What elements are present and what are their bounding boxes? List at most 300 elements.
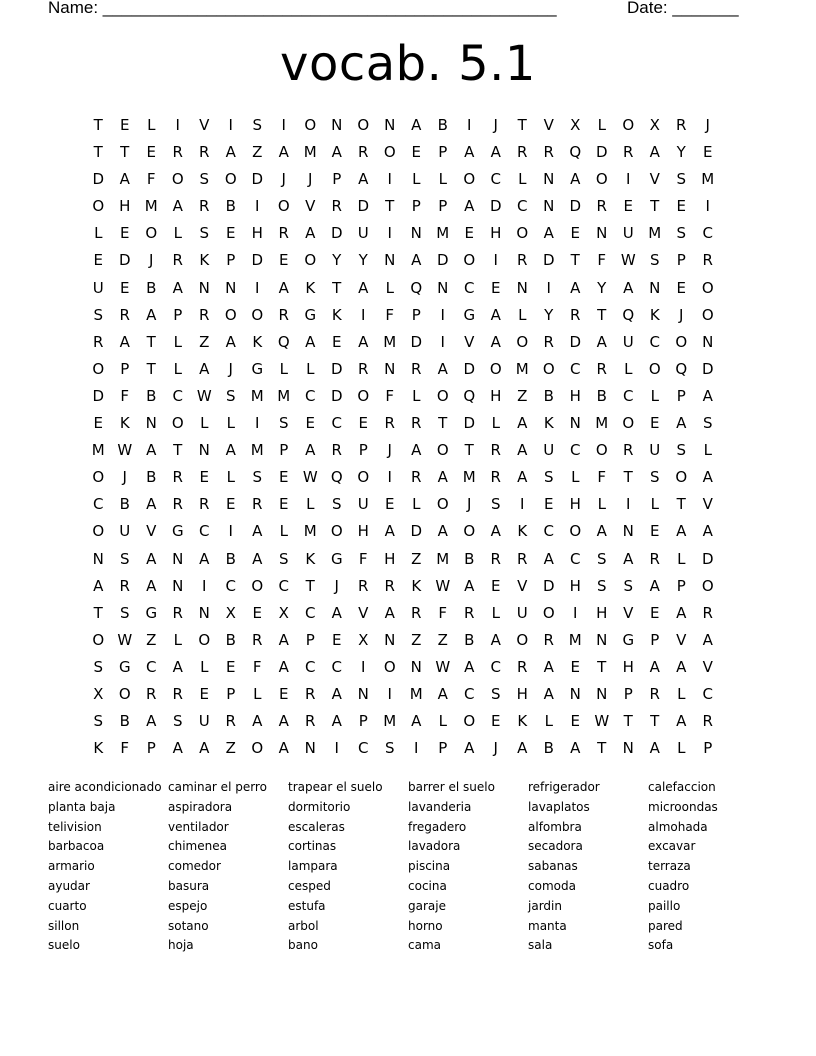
grid-cell[interactable]: E bbox=[199, 684, 209, 703]
grid-cell[interactable]: C bbox=[649, 332, 660, 351]
grid-cell[interactable]: A bbox=[623, 549, 634, 568]
grid-cell[interactable]: U bbox=[119, 522, 131, 541]
grid-cell[interactable]: R bbox=[331, 441, 342, 460]
grid-cell[interactable]: M bbox=[436, 549, 450, 568]
grid-cell[interactable]: A bbox=[146, 549, 157, 568]
grid-cell[interactable]: I bbox=[626, 170, 631, 189]
grid-cell[interactable]: C bbox=[199, 522, 210, 541]
grid-cell[interactable]: C bbox=[331, 414, 342, 433]
grid-cell[interactable]: N bbox=[516, 278, 528, 297]
grid-cell[interactable]: N bbox=[569, 414, 581, 433]
grid-cell[interactable]: A bbox=[411, 116, 422, 134]
grid-cell[interactable]: E bbox=[385, 495, 395, 514]
grid-cell[interactable]: A bbox=[649, 576, 660, 595]
grid-cell[interactable]: U bbox=[622, 224, 634, 243]
grid-cell[interactable]: R bbox=[358, 576, 369, 595]
grid-cell[interactable]: A bbox=[517, 739, 528, 758]
grid-cell[interactable]: N bbox=[172, 576, 184, 595]
grid-cell[interactable]: M bbox=[383, 332, 397, 351]
grid-cell[interactable]: O bbox=[701, 576, 714, 595]
grid-cell[interactable]: R bbox=[172, 684, 183, 703]
grid-cell[interactable]: A bbox=[517, 414, 528, 433]
grid-cell[interactable]: A bbox=[490, 630, 501, 649]
grid-cell[interactable]: O bbox=[92, 197, 105, 216]
grid-cell[interactable]: A bbox=[146, 441, 157, 460]
grid-cell[interactable]: N bbox=[331, 116, 343, 134]
grid-cell[interactable]: G bbox=[145, 603, 158, 622]
grid-cell[interactable]: A bbox=[464, 739, 475, 758]
grid-cell[interactable]: R bbox=[199, 197, 210, 216]
grid-cell[interactable]: K bbox=[119, 414, 130, 433]
grid-cell[interactable]: P bbox=[279, 441, 289, 460]
grid-cell[interactable]: O bbox=[92, 630, 105, 649]
grid-cell[interactable]: S bbox=[278, 549, 289, 568]
grid-cell[interactable]: B bbox=[225, 630, 236, 649]
grid-cell[interactable]: K bbox=[305, 278, 316, 297]
grid-cell[interactable]: P bbox=[411, 305, 421, 324]
grid-cell[interactable]: A bbox=[543, 657, 554, 676]
grid-cell[interactable]: O bbox=[436, 495, 449, 514]
grid-cell[interactable]: R bbox=[702, 251, 713, 270]
grid-cell[interactable]: N bbox=[543, 197, 555, 216]
grid-cell[interactable]: C bbox=[331, 657, 342, 676]
grid-cell[interactable]: X bbox=[358, 630, 369, 649]
grid-cell[interactable]: N bbox=[596, 684, 608, 703]
grid-cell[interactable]: D bbox=[118, 251, 131, 270]
grid-cell[interactable]: C bbox=[146, 657, 157, 676]
grid-cell[interactable]: I bbox=[228, 522, 233, 541]
grid-cell[interactable]: O bbox=[622, 116, 635, 134]
grid-cell[interactable]: M bbox=[436, 224, 450, 243]
grid-cell[interactable]: W bbox=[594, 712, 610, 731]
grid-cell[interactable]: O bbox=[118, 684, 131, 703]
grid-cell[interactable]: F bbox=[597, 251, 607, 270]
grid-cell[interactable]: B bbox=[543, 739, 554, 758]
grid-cell[interactable]: E bbox=[332, 332, 342, 351]
grid-cell[interactable]: E bbox=[544, 495, 554, 514]
grid-cell[interactable]: E bbox=[650, 522, 660, 541]
grid-cell[interactable]: R bbox=[411, 603, 422, 622]
grid-cell[interactable]: G bbox=[118, 657, 131, 676]
grid-cell[interactable]: A bbox=[676, 522, 687, 541]
grid-cell[interactable]: L bbox=[173, 359, 182, 378]
grid-cell[interactable]: A bbox=[384, 522, 395, 541]
grid-cell[interactable]: X bbox=[649, 116, 660, 134]
grid-cell[interactable]: A bbox=[331, 143, 342, 162]
grid-cell[interactable]: D bbox=[330, 224, 343, 243]
grid-cell[interactable]: A bbox=[199, 359, 210, 378]
grid-cell[interactable]: E bbox=[491, 712, 501, 731]
grid-cell[interactable]: R bbox=[358, 143, 369, 162]
grid-cell[interactable]: E bbox=[120, 278, 130, 297]
grid-cell[interactable]: H bbox=[569, 386, 581, 405]
grid-cell[interactable]: B bbox=[225, 197, 236, 216]
grid-cell[interactable]: U bbox=[543, 441, 555, 460]
grid-cell[interactable]: H bbox=[119, 197, 131, 216]
grid-cell[interactable]: Z bbox=[437, 630, 448, 649]
grid-cell[interactable]: A bbox=[437, 522, 448, 541]
grid-cell[interactable]: L bbox=[94, 224, 103, 243]
grid-cell[interactable]: Q bbox=[622, 305, 635, 324]
grid-cell[interactable]: D bbox=[92, 170, 105, 189]
grid-cell[interactable]: X bbox=[225, 603, 236, 622]
grid-cell[interactable]: U bbox=[92, 278, 104, 297]
grid-cell[interactable]: T bbox=[517, 116, 527, 134]
grid-cell[interactable]: A bbox=[331, 603, 342, 622]
grid-cell[interactable]: N bbox=[596, 630, 608, 649]
grid-cell[interactable]: R bbox=[649, 684, 660, 703]
grid-cell[interactable]: D bbox=[92, 386, 105, 405]
grid-cell[interactable]: O bbox=[516, 630, 529, 649]
grid-cell[interactable]: V bbox=[702, 495, 713, 514]
grid-cell[interactable]: T bbox=[464, 441, 474, 460]
grid-cell[interactable]: S bbox=[490, 684, 501, 703]
grid-cell[interactable]: G bbox=[330, 549, 343, 568]
grid-cell[interactable]: E bbox=[226, 224, 236, 243]
grid-cell[interactable]: O bbox=[463, 712, 476, 731]
grid-cell[interactable]: R bbox=[331, 197, 342, 216]
grid-cell[interactable]: N bbox=[622, 739, 634, 758]
grid-cell[interactable]: L bbox=[253, 684, 262, 703]
grid-cell[interactable]: F bbox=[385, 386, 395, 405]
grid-cell[interactable]: S bbox=[702, 414, 713, 433]
grid-cell[interactable]: E bbox=[146, 143, 156, 162]
grid-cell[interactable]: E bbox=[650, 414, 660, 433]
grid-cell[interactable]: T bbox=[385, 197, 395, 216]
grid-cell[interactable]: L bbox=[438, 170, 447, 189]
grid-cell[interactable]: U bbox=[622, 332, 634, 351]
grid-cell[interactable]: O bbox=[701, 278, 714, 297]
grid-cell[interactable]: R bbox=[543, 143, 554, 162]
grid-cell[interactable]: L bbox=[677, 739, 686, 758]
grid-cell[interactable]: E bbox=[358, 414, 368, 433]
grid-cell[interactable]: S bbox=[278, 414, 289, 433]
grid-cell[interactable]: R bbox=[623, 143, 634, 162]
grid-cell[interactable]: G bbox=[463, 305, 476, 324]
grid-cell[interactable]: I bbox=[414, 739, 419, 758]
grid-cell[interactable]: E bbox=[332, 630, 342, 649]
grid-cell[interactable]: D bbox=[489, 197, 502, 216]
grid-cell[interactable]: E bbox=[491, 278, 501, 297]
grid-cell[interactable]: V bbox=[649, 170, 660, 189]
grid-cell[interactable]: A bbox=[278, 657, 289, 676]
grid-cell[interactable]: S bbox=[172, 712, 183, 731]
grid-cell[interactable]: L bbox=[306, 495, 315, 514]
grid-cell[interactable]: H bbox=[490, 386, 502, 405]
grid-cell[interactable]: F bbox=[146, 170, 156, 189]
grid-cell[interactable]: X bbox=[93, 684, 104, 703]
grid-cell[interactable]: O bbox=[463, 170, 476, 189]
grid-cell[interactable]: I bbox=[573, 603, 578, 622]
grid-cell[interactable]: A bbox=[225, 143, 236, 162]
grid-cell[interactable]: R bbox=[172, 495, 183, 514]
grid-cell[interactable]: S bbox=[676, 441, 687, 460]
grid-cell[interactable]: T bbox=[597, 657, 607, 676]
grid-cell[interactable]: E bbox=[676, 278, 686, 297]
grid-cell[interactable]: E bbox=[120, 224, 130, 243]
grid-cell[interactable]: K bbox=[543, 414, 554, 433]
grid-cell[interactable]: U bbox=[357, 495, 369, 514]
grid-cell[interactable]: L bbox=[306, 359, 315, 378]
grid-cell[interactable]: U bbox=[649, 441, 661, 460]
grid-cell[interactable]: S bbox=[252, 116, 263, 134]
grid-cell[interactable]: L bbox=[677, 549, 686, 568]
grid-cell[interactable]: L bbox=[571, 468, 580, 487]
grid-cell[interactable]: S bbox=[649, 251, 660, 270]
grid-cell[interactable]: A bbox=[199, 549, 210, 568]
grid-cell[interactable]: O bbox=[675, 468, 688, 487]
grid-cell[interactable]: O bbox=[304, 251, 317, 270]
grid-cell[interactable]: M bbox=[409, 684, 423, 703]
grid-cell[interactable]: N bbox=[384, 630, 396, 649]
grid-cell[interactable]: C bbox=[358, 739, 369, 758]
grid-cell[interactable]: R bbox=[172, 468, 183, 487]
grid-cell[interactable]: S bbox=[596, 576, 607, 595]
grid-cell[interactable]: E bbox=[279, 251, 289, 270]
grid-cell[interactable]: J bbox=[493, 739, 498, 758]
grid-cell[interactable]: N bbox=[198, 441, 210, 460]
grid-cell[interactable]: R bbox=[490, 441, 501, 460]
grid-cell[interactable]: E bbox=[199, 468, 209, 487]
grid-cell[interactable]: I bbox=[387, 170, 392, 189]
grid-cell[interactable]: Z bbox=[199, 332, 210, 351]
grid-cell[interactable]: M bbox=[595, 414, 609, 433]
grid-cell[interactable]: P bbox=[226, 251, 236, 270]
grid-cell[interactable]: R bbox=[676, 116, 687, 134]
grid-cell[interactable]: B bbox=[464, 630, 475, 649]
grid-cell[interactable]: C bbox=[490, 657, 501, 676]
grid-cell[interactable]: Q bbox=[410, 278, 423, 297]
grid-cell[interactable]: M bbox=[648, 224, 662, 243]
grid-cell[interactable]: K bbox=[199, 251, 210, 270]
grid-cell[interactable]: E bbox=[226, 495, 236, 514]
grid-cell[interactable]: A bbox=[437, 684, 448, 703]
grid-cell[interactable]: J bbox=[281, 170, 286, 189]
grid-cell[interactable]: R bbox=[252, 630, 263, 649]
grid-cell[interactable]: S bbox=[199, 224, 210, 243]
grid-cell[interactable]: L bbox=[597, 495, 606, 514]
grid-cell[interactable]: M bbox=[303, 522, 317, 541]
grid-cell[interactable]: D bbox=[569, 332, 582, 351]
grid-cell[interactable]: A bbox=[146, 495, 157, 514]
grid-cell[interactable]: O bbox=[463, 251, 476, 270]
grid-cell[interactable]: A bbox=[464, 657, 475, 676]
grid-cell[interactable]: N bbox=[304, 739, 316, 758]
grid-cell[interactable]: A bbox=[464, 197, 475, 216]
grid-cell[interactable]: L bbox=[200, 414, 209, 433]
grid-cell[interactable]: L bbox=[544, 712, 553, 731]
grid-cell[interactable]: Y bbox=[544, 305, 554, 324]
grid-cell[interactable]: D bbox=[410, 522, 423, 541]
grid-cell[interactable]: C bbox=[305, 657, 316, 676]
grid-cell[interactable]: R bbox=[305, 712, 316, 731]
grid-cell[interactable]: P bbox=[332, 170, 342, 189]
grid-cell[interactable]: O bbox=[357, 386, 370, 405]
grid-cell[interactable]: W bbox=[196, 386, 212, 405]
grid-cell[interactable]: I bbox=[255, 414, 260, 433]
grid-cell[interactable]: P bbox=[173, 305, 183, 324]
grid-cell[interactable]: P bbox=[438, 739, 448, 758]
grid-cell[interactable]: Z bbox=[252, 143, 263, 162]
grid-cell[interactable]: Y bbox=[597, 278, 607, 297]
grid-cell[interactable]: A bbox=[676, 414, 687, 433]
grid-cell[interactable]: W bbox=[620, 251, 636, 270]
grid-cell[interactable]: S bbox=[384, 739, 395, 758]
grid-cell[interactable]: T bbox=[93, 116, 103, 134]
grid-cell[interactable]: O bbox=[569, 522, 582, 541]
grid-cell[interactable]: P bbox=[411, 197, 421, 216]
grid-cell[interactable]: I bbox=[281, 116, 286, 134]
grid-cell[interactable]: M bbox=[250, 441, 264, 460]
grid-cell[interactable]: A bbox=[331, 684, 342, 703]
grid-cell[interactable]: B bbox=[437, 116, 448, 134]
grid-cell[interactable]: G bbox=[171, 522, 184, 541]
grid-cell[interactable]: C bbox=[490, 170, 501, 189]
grid-cell[interactable]: S bbox=[119, 549, 130, 568]
grid-cell[interactable]: L bbox=[518, 170, 527, 189]
grid-cell[interactable]: V bbox=[543, 116, 554, 134]
grid-cell[interactable]: U bbox=[357, 224, 369, 243]
grid-cell[interactable]: O bbox=[542, 603, 555, 622]
grid-cell[interactable]: O bbox=[357, 116, 370, 134]
grid-cell[interactable]: A bbox=[411, 712, 422, 731]
grid-cell[interactable]: R bbox=[172, 251, 183, 270]
grid-cell[interactable]: O bbox=[357, 468, 370, 487]
grid-cell[interactable]: R bbox=[517, 549, 528, 568]
grid-cell[interactable]: D bbox=[542, 576, 555, 595]
grid-cell[interactable]: O bbox=[463, 522, 476, 541]
grid-cell[interactable]: I bbox=[334, 739, 339, 758]
grid-cell[interactable]: A bbox=[437, 359, 448, 378]
grid-cell[interactable]: A bbox=[278, 712, 289, 731]
grid-cell[interactable]: V bbox=[702, 657, 713, 676]
grid-cell[interactable]: S bbox=[252, 468, 263, 487]
grid-cell[interactable]: I bbox=[626, 495, 631, 514]
grid-cell[interactable]: F bbox=[358, 549, 368, 568]
grid-cell[interactable]: M bbox=[250, 386, 264, 405]
grid-cell[interactable]: C bbox=[305, 603, 316, 622]
grid-cell[interactable]: A bbox=[464, 576, 475, 595]
grid-cell[interactable]: C bbox=[172, 386, 183, 405]
grid-cell[interactable]: S bbox=[93, 657, 104, 676]
grid-cell[interactable]: L bbox=[279, 522, 288, 541]
grid-cell[interactable]: O bbox=[251, 305, 264, 324]
grid-cell[interactable]: T bbox=[676, 495, 686, 514]
grid-cell[interactable]: E bbox=[93, 251, 103, 270]
grid-cell[interactable]: J bbox=[149, 251, 154, 270]
grid-cell[interactable]: F bbox=[438, 603, 448, 622]
grid-cell[interactable]: G bbox=[622, 630, 635, 649]
grid-cell[interactable]: L bbox=[624, 359, 633, 378]
grid-cell[interactable]: J bbox=[228, 359, 233, 378]
grid-cell[interactable]: O bbox=[622, 414, 635, 433]
grid-cell[interactable]: S bbox=[119, 603, 130, 622]
grid-cell[interactable]: T bbox=[146, 359, 156, 378]
grid-cell[interactable]: A bbox=[570, 739, 581, 758]
grid-cell[interactable]: A bbox=[543, 224, 554, 243]
grid-cell[interactable]: N bbox=[622, 522, 634, 541]
grid-cell[interactable]: O bbox=[92, 359, 105, 378]
grid-cell[interactable]: C bbox=[623, 386, 634, 405]
grid-cell[interactable]: C bbox=[570, 359, 581, 378]
grid-cell[interactable]: E bbox=[491, 576, 501, 595]
grid-cell[interactable]: A bbox=[146, 712, 157, 731]
grid-cell[interactable]: A bbox=[225, 332, 236, 351]
grid-cell[interactable]: V bbox=[517, 576, 528, 595]
grid-cell[interactable]: P bbox=[676, 251, 686, 270]
grid-cell[interactable]: A bbox=[596, 522, 607, 541]
grid-cell[interactable]: N bbox=[596, 224, 608, 243]
grid-cell[interactable]: A bbox=[490, 305, 501, 324]
grid-cell[interactable]: P bbox=[703, 739, 713, 758]
grid-cell[interactable]: G bbox=[251, 359, 264, 378]
grid-cell[interactable]: R bbox=[490, 549, 501, 568]
grid-cell[interactable]: O bbox=[701, 305, 714, 324]
grid-cell[interactable]: O bbox=[383, 657, 396, 676]
grid-cell[interactable]: C bbox=[570, 441, 581, 460]
grid-cell[interactable]: W bbox=[117, 630, 133, 649]
grid-cell[interactable]: Q bbox=[463, 386, 476, 405]
grid-cell[interactable]: O bbox=[277, 197, 290, 216]
grid-cell[interactable]: H bbox=[569, 576, 581, 595]
grid-cell[interactable]: C bbox=[570, 549, 581, 568]
grid-cell[interactable]: A bbox=[119, 332, 130, 351]
grid-cell[interactable]: A bbox=[225, 441, 236, 460]
grid-cell[interactable]: M bbox=[515, 359, 529, 378]
grid-cell[interactable]: P bbox=[438, 143, 448, 162]
grid-cell[interactable]: R bbox=[464, 603, 475, 622]
grid-cell[interactable]: E bbox=[226, 657, 236, 676]
grid-cell[interactable]: S bbox=[543, 468, 554, 487]
grid-cell[interactable]: J bbox=[493, 116, 498, 134]
grid-cell[interactable]: A bbox=[172, 657, 183, 676]
grid-cell[interactable]: B bbox=[464, 549, 475, 568]
grid-cell[interactable]: P bbox=[676, 386, 686, 405]
grid-cell[interactable]: A bbox=[490, 143, 501, 162]
grid-cell[interactable]: J bbox=[705, 116, 710, 134]
grid-cell[interactable]: A bbox=[119, 170, 130, 189]
grid-cell[interactable]: E bbox=[305, 414, 315, 433]
grid-cell[interactable]: A bbox=[702, 630, 713, 649]
grid-cell[interactable]: A bbox=[278, 739, 289, 758]
grid-cell[interactable]: L bbox=[147, 116, 156, 134]
grid-cell[interactable]: I bbox=[440, 305, 445, 324]
grid-cell[interactable]: P bbox=[623, 684, 633, 703]
grid-cell[interactable]: T bbox=[332, 278, 342, 297]
grid-cell[interactable]: W bbox=[117, 441, 133, 460]
grid-cell[interactable]: V bbox=[676, 630, 687, 649]
grid-cell[interactable]: T bbox=[570, 251, 580, 270]
grid-cell[interactable]: T bbox=[597, 739, 607, 758]
grid-cell[interactable]: N bbox=[172, 549, 184, 568]
grid-cell[interactable]: I bbox=[175, 116, 180, 134]
grid-cell[interactable]: E bbox=[464, 224, 474, 243]
grid-cell[interactable]: Z bbox=[225, 739, 236, 758]
grid-cell[interactable]: K bbox=[252, 332, 263, 351]
grid-cell[interactable]: R bbox=[278, 224, 289, 243]
grid-cell[interactable]: A bbox=[172, 739, 183, 758]
grid-cell[interactable]: L bbox=[491, 603, 500, 622]
grid-cell[interactable]: D bbox=[251, 251, 264, 270]
grid-cell[interactable]: U bbox=[198, 712, 210, 731]
grid-cell[interactable]: T bbox=[650, 712, 660, 731]
grid-cell[interactable]: A bbox=[146, 576, 157, 595]
grid-cell[interactable]: D bbox=[251, 170, 264, 189]
grid-cell[interactable]: C bbox=[93, 495, 104, 514]
grid-cell[interactable]: A bbox=[358, 170, 369, 189]
grid-cell[interactable]: I bbox=[361, 657, 366, 676]
grid-cell[interactable]: I bbox=[255, 278, 260, 297]
